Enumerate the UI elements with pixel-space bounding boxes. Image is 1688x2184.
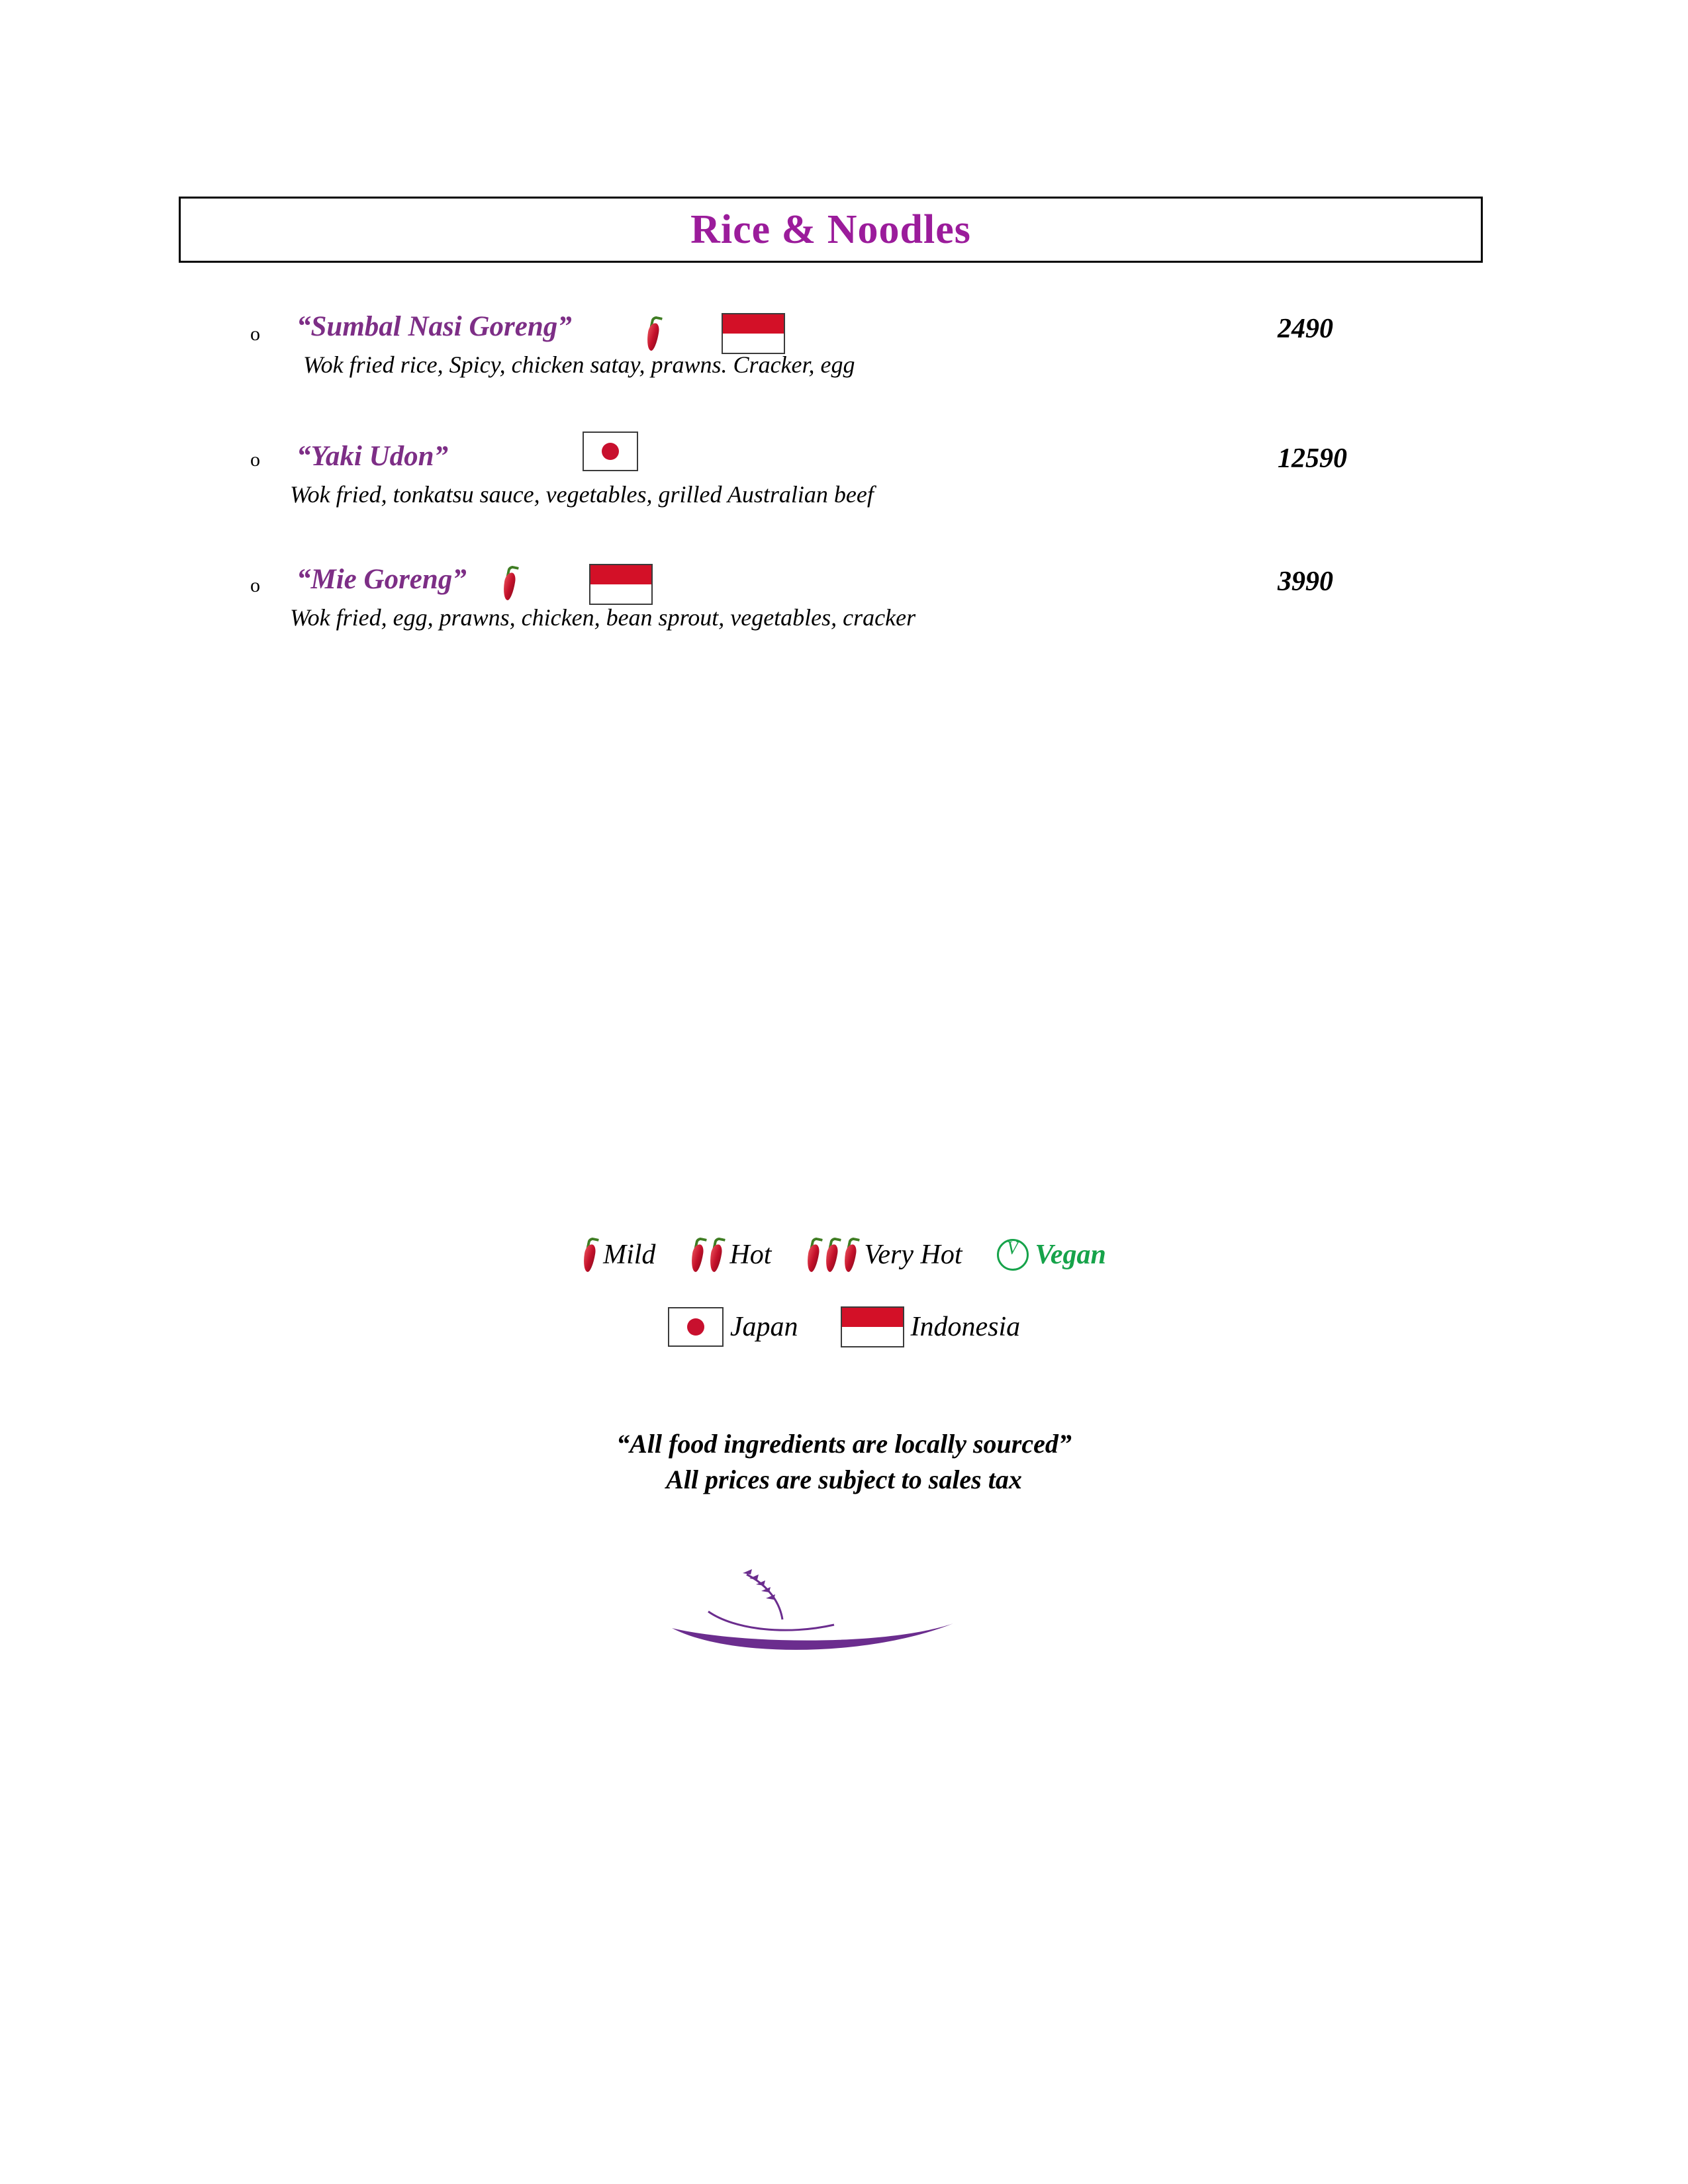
section-title-box bbox=[179, 197, 1483, 263]
menu-item-name: “Sumbal Nasi Goreng” bbox=[297, 311, 572, 342]
chilli-icon bbox=[806, 1238, 857, 1272]
legend-row-countries bbox=[0, 1306, 1688, 1347]
legend-entry-japan bbox=[668, 1307, 798, 1347]
legend-label-japan: Japan bbox=[729, 1312, 798, 1342]
legend-entry-mild bbox=[582, 1238, 655, 1272]
legend-entry-indonesia bbox=[841, 1306, 1021, 1347]
menu-item-price: 2490 bbox=[1278, 314, 1333, 344]
menu-item-description: Wok fried, egg, prawns, chicken, bean sprout, vegetables, cracker bbox=[290, 604, 916, 631]
legend-entry-vegan bbox=[997, 1239, 1106, 1271]
japan-flag bbox=[583, 432, 638, 471]
menu-item-name: “Yaki Udon” bbox=[297, 441, 448, 472]
list-bullet: o bbox=[250, 449, 260, 471]
menu-item-description: Wok fried, tonkatsu sauce, vegetables, grilled Australian beef bbox=[290, 481, 874, 508]
menu-item[interactable] bbox=[0, 311, 1688, 437]
legend-entry-hot bbox=[690, 1238, 771, 1272]
indonesia-flag bbox=[722, 313, 785, 354]
chilli-icon bbox=[690, 1238, 723, 1272]
menu-item[interactable] bbox=[0, 437, 1688, 563]
indonesia-flag bbox=[841, 1306, 904, 1347]
menu-list bbox=[0, 311, 1688, 688]
footnote-tax: All prices are subject to sales tax bbox=[666, 1465, 1022, 1494]
restaurant-logo bbox=[669, 1559, 966, 1664]
footnote-sourcing: “All food ingredients are locally sourced” bbox=[616, 1429, 1072, 1459]
menu-item-price: 12590 bbox=[1278, 443, 1347, 474]
legend-entry-very-hot bbox=[806, 1238, 962, 1272]
legend-label-hot: Hot bbox=[729, 1240, 772, 1270]
chilli-icon bbox=[502, 566, 516, 600]
legend-row-spice bbox=[0, 1238, 1688, 1272]
legend-label-mild: Mild bbox=[603, 1240, 656, 1270]
vegan-icon: V bbox=[997, 1239, 1029, 1271]
menu-item-name: “Mie Goreng” bbox=[297, 564, 467, 595]
menu-item-price: 3990 bbox=[1278, 567, 1333, 597]
japan-flag bbox=[668, 1307, 724, 1347]
legend-label-vegan: Vegan bbox=[1035, 1240, 1106, 1270]
legend bbox=[0, 1238, 1688, 1347]
chilli-icon bbox=[645, 316, 660, 351]
list-bullet: o bbox=[250, 323, 260, 345]
page-title: Rice & Noodles bbox=[690, 207, 971, 252]
legend-label-very-hot: Very Hot bbox=[864, 1240, 962, 1270]
indonesia-flag bbox=[589, 564, 653, 605]
list-bullet: o bbox=[250, 574, 260, 596]
legend-label-indonesia: Indonesia bbox=[910, 1312, 1021, 1342]
menu-item-description: Wok fried rice, Spicy, chicken satay, prawns. Cracker, egg bbox=[303, 351, 855, 378]
menu-item[interactable] bbox=[0, 563, 1688, 688]
footnotes bbox=[0, 1426, 1688, 1498]
chilli-icon bbox=[582, 1238, 596, 1272]
